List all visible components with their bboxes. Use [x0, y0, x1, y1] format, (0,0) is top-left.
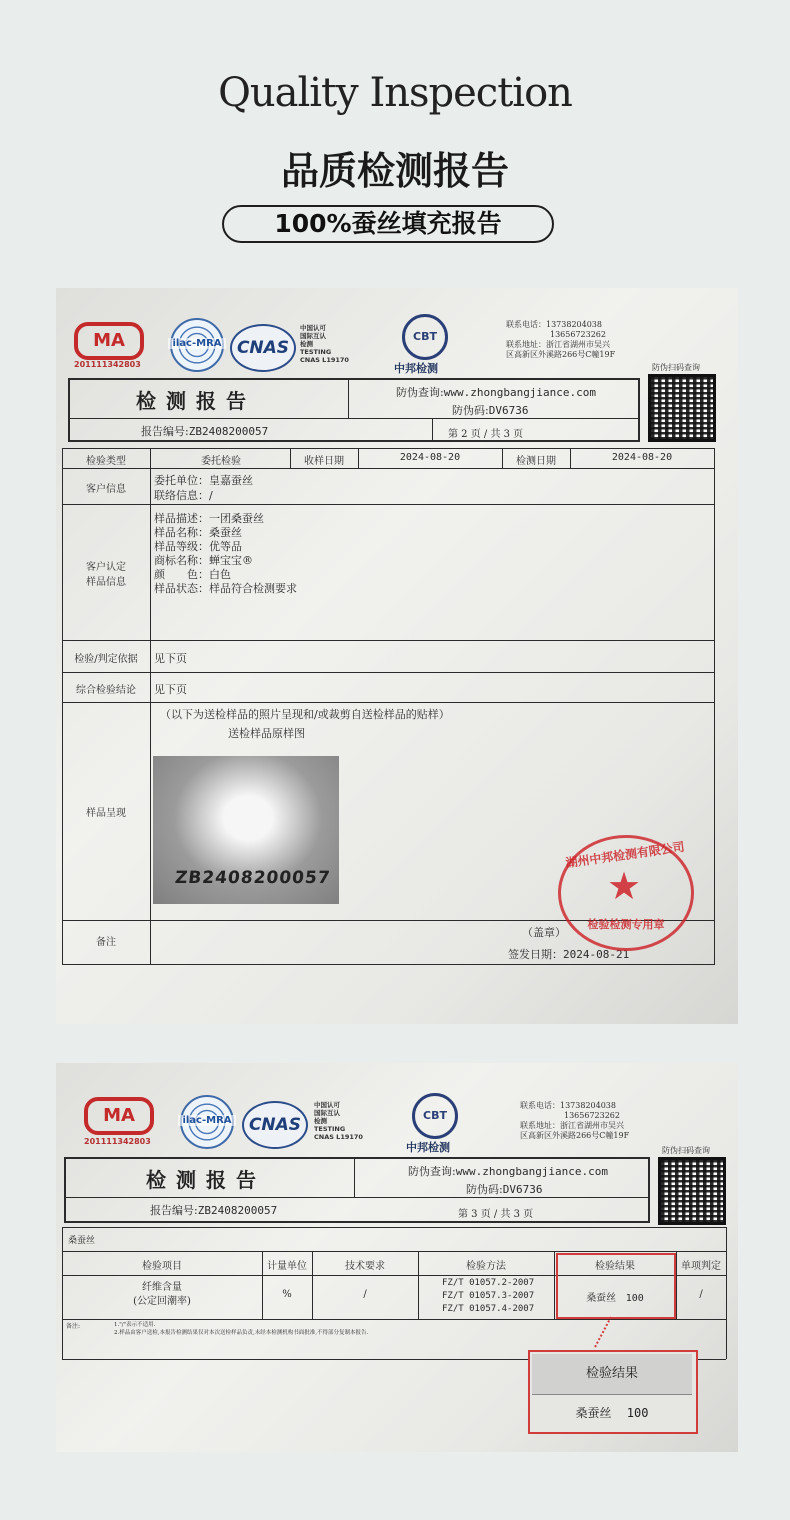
page-number: 第 2 页 / 共 3 页: [448, 429, 524, 440]
cma-number: 201111342803: [84, 1137, 151, 1146]
anti-fake-query: 防伪查询:www.zhongbangjiance.com: [396, 386, 597, 399]
client-row: 委托单位：皇嘉蚕丝: [154, 474, 253, 487]
ilac-mra-logo-icon: ilac-MRA: [180, 1095, 234, 1149]
section-label: 桑蚕丝: [68, 1236, 96, 1246]
sample-details: 样品描述：一团桑蚕丝 样品名称：桑蚕丝 样品等级：优等品 商标名称：蝉宝宝® 颜 色：白色 样品状态：样品符合检测要求: [154, 512, 297, 595]
cbt-logo-icon: CBT: [402, 314, 448, 360]
result-cell: 桑蚕丝 100: [586, 1293, 644, 1304]
anti-fake-code: 防伪码:DV6736: [452, 404, 529, 417]
qr-label: 防伪扫码查询: [662, 1146, 710, 1155]
receive-date-label: 收样日期: [304, 456, 344, 467]
sample-photo: ZB2408200057: [153, 756, 339, 904]
cma-logo-icon: MA: [74, 322, 144, 360]
ilac-mra-logo-icon: ilac-MRA: [170, 318, 224, 372]
report-title: 检测报告: [146, 1168, 266, 1192]
cnas-text: 中国认可 国际互认 检测 TESTING CNAS L19170: [300, 324, 349, 364]
basis-label: 检验/判定依据: [74, 654, 138, 665]
customer-info-label: 客户信息: [86, 484, 126, 495]
cma-logo-icon: MA: [84, 1097, 154, 1135]
report-number: 报告编号:ZB2408200057: [150, 1204, 278, 1217]
subtitle-pill: 100%蚕丝填充报告: [222, 205, 554, 243]
basis-value: 见下页: [154, 652, 187, 665]
report-title: 检测报告: [136, 389, 256, 413]
report-page-2: [56, 288, 738, 1024]
col-result-header: 检验结果: [595, 1261, 635, 1272]
report-number: 报告编号:ZB2408200057: [141, 425, 269, 438]
title-chinese: 品质检测报告: [280, 149, 509, 193]
highlight-connector: [594, 1317, 612, 1348]
contact-row: 联络信息：/: [154, 489, 213, 502]
photo-note: （以下为送检样品的照片呈现和/或裁剪自送检样品的贴样）: [160, 708, 450, 721]
method-cell: FZ/T 01057.2-2007 FZ/T 01057.3-2007 FZ/T 01057.4-2007: [442, 1278, 535, 1314]
conclusion-label: 综合检验结论: [76, 685, 136, 696]
test-date-value: 2024-08-20: [611, 452, 673, 463]
photo-caption: 送检样品原样图: [228, 727, 305, 740]
issue-date: 签发日期：2024-08-21: [508, 948, 630, 961]
qr-label: 防伪扫码查询: [652, 363, 700, 372]
zoom-result-value: 桑蚕丝 100: [575, 1406, 649, 1420]
receive-date-value: 2024-08-20: [399, 452, 461, 463]
anti-fake-query: 防伪查询:www.zhongbangjiance.com: [408, 1165, 609, 1178]
conclusion-value: 见下页: [154, 683, 187, 696]
report-page-3: [56, 1063, 738, 1452]
judge-cell: /: [699, 1289, 703, 1300]
col-unit-header: 计量单位: [267, 1261, 307, 1272]
page-number: 第 3 页 / 共 3 页: [458, 1209, 534, 1220]
req-cell: /: [363, 1289, 367, 1300]
remark-text: 1."/"表示不适用. 2.样品由客户送检,本报告检测结果仅对本次送检样品负责,未经本检测机构书面批准,不得部分复制本报告.: [114, 1322, 369, 1336]
cma-number: 201111342803: [74, 360, 141, 369]
cbt-logo-icon: CBT: [412, 1093, 458, 1139]
title-english: Quality Inspection: [218, 70, 572, 116]
col-judge-header: 单项判定: [681, 1261, 721, 1272]
zoom-result-header: 检验结果: [532, 1354, 692, 1395]
item-cell: 纤维含量 (公定回潮率): [133, 1282, 191, 1307]
cnas-logo-icon: CNAS: [242, 1101, 308, 1149]
unit-cell: %: [282, 1289, 292, 1300]
contact-info: 联系电话：13738204038 13656723262 联系地址：浙江省湖州市吴兴 区高新区外溪路266号C幢19F: [506, 320, 616, 359]
remark-label: 备注:: [66, 1323, 81, 1330]
seal-label: （盖章）: [522, 926, 566, 939]
contact-info: 联系电话：13738204038 13656723262 联系地址：浙江省湖州市吴兴 区高新区外溪路266号C幢19F: [520, 1101, 630, 1140]
col-method-header: 检验方法: [466, 1261, 506, 1272]
anti-fake-code: 防伪码:DV6736: [466, 1183, 543, 1196]
sample-info-label: 客户认定 样品信息: [86, 562, 126, 588]
qr-code-icon: [658, 1157, 726, 1225]
col-item-header: 检验项目: [142, 1261, 182, 1272]
inspection-type-value: 委托检验: [201, 456, 241, 467]
cbt-company-name: 中邦检测: [406, 1141, 450, 1154]
result-highlight-box: [556, 1253, 676, 1319]
cnas-logo-icon: CNAS: [230, 324, 296, 372]
cnas-text: 中国认可 国际互认 检测 TESTING CNAS L19170: [314, 1101, 363, 1141]
photo-label: 样品呈现: [86, 808, 126, 819]
test-date-label: 检测日期: [516, 456, 556, 467]
inspection-type-label: 检验类型: [86, 456, 126, 467]
col-req-header: 技术要求: [345, 1261, 385, 1272]
company-seal-icon: 湖州中邦检测有限公司 ★ 检验检测专用章: [558, 835, 694, 951]
qr-code-icon: [648, 374, 716, 442]
cbt-company-name: 中邦检测: [394, 362, 438, 375]
remark-label: 备注: [96, 937, 116, 948]
